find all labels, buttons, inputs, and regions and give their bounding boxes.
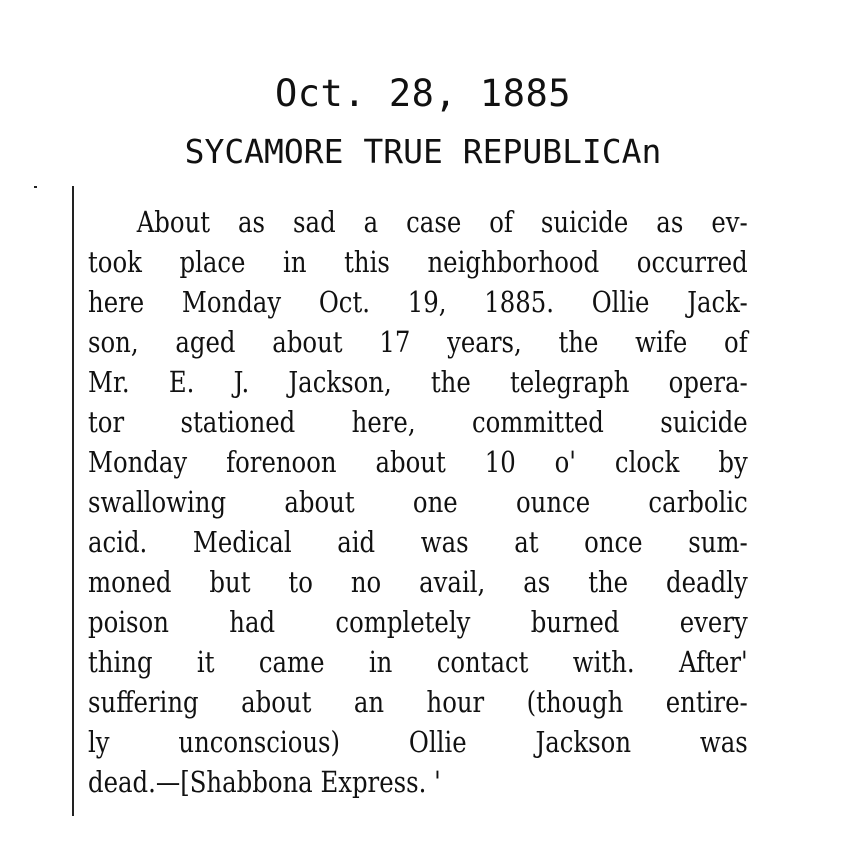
clipping-date: Oct. 28, 1885 <box>274 72 572 115</box>
article-line: son, aged about 17 years, the wife of <box>88 325 748 359</box>
print-speck <box>34 186 37 188</box>
article-line: acid. Medical aid was at once sum- <box>88 525 748 559</box>
article-line: poison had completely burned every <box>88 605 748 639</box>
article-line: thing it came in contact with. After' <box>88 645 748 679</box>
article-line: suffering about an hour (though entire- <box>88 685 748 719</box>
article-line: dead.—[Shabbona Express. ' <box>88 765 441 799</box>
article-line: Monday forenoon about 10 o' clock by <box>88 445 748 479</box>
article-line: About as sad a case of suicide as ev- <box>136 205 748 239</box>
article-line: swallowing about one ounce carbolic <box>88 485 748 519</box>
article-line: ly unconscious) Ollie Jackson was <box>88 725 748 759</box>
article-line: here Monday Oct. 19, 1885. Ollie Jack- <box>88 285 748 319</box>
article-line: Mr. E. J. Jackson, the telegraph opera- <box>88 365 748 399</box>
newspaper-name: SYCAMORE TRUE REPUBLICAn <box>184 132 662 171</box>
article-body <box>88 202 748 802</box>
article-line: took place in this neighborhood occurred <box>88 245 748 279</box>
article-line: tor stationed here, committed suicide <box>88 405 748 439</box>
column-rule <box>72 186 74 816</box>
article-line: moned but to no avail, as the deadly <box>88 565 748 599</box>
